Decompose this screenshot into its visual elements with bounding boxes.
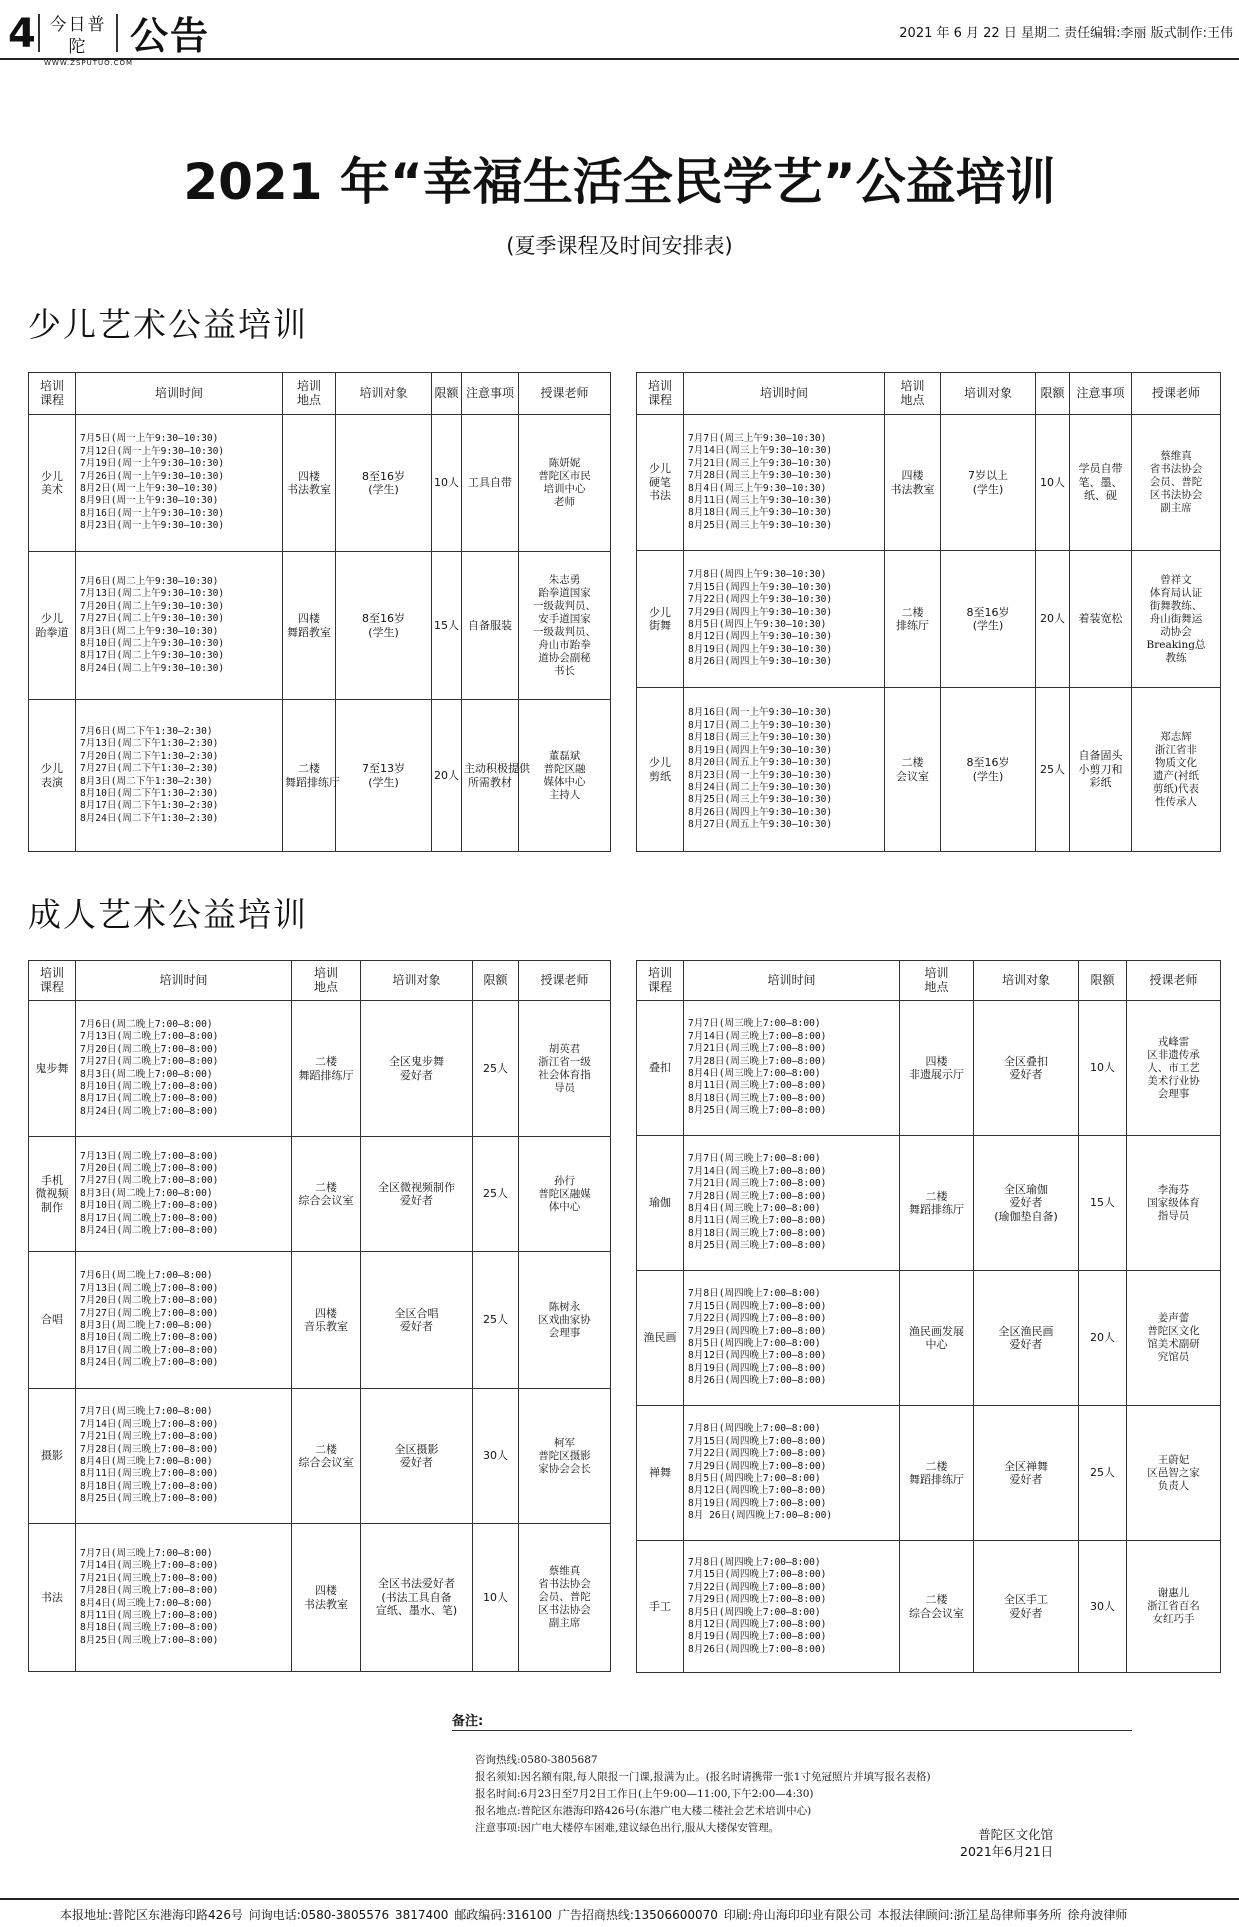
target-cell: 8至16岁 (学生) — [336, 415, 432, 552]
section-name: 公告 — [130, 14, 211, 58]
page-subtitle: (夏季课程及时间安排表) — [506, 234, 733, 258]
target-cell: 全区摄影 爱好者 — [361, 1389, 473, 1524]
table-row — [637, 415, 1221, 551]
section-title-adult: 成人艺术公益培训 — [28, 895, 308, 934]
header-time: 培训时间 — [684, 961, 900, 1001]
time-cell: 7月7日(周三上午9:30—10:30) 7月14日(周三上午9:30—10:30) 7月21日(周三上午9:30—10:30) 7月28日(周三上午9:30—10:30) 8月4日(周三上午9:30—10:30) 8月11日(周三上午9:30—10:30) 8月18日(周三上午9:30—10:30) 8月25日(周三上午9:30—10:30) — [684, 415, 885, 551]
place-cell: 四楼 书法教室 — [885, 415, 941, 551]
table-row — [29, 1252, 611, 1389]
course-cell: 手工 — [637, 1541, 684, 1673]
note-line: 注意事项:因广电大楼停车困难,建议绿色出行,服从大楼保安管理。 — [475, 1822, 780, 1834]
course-cell: 合唱 — [29, 1252, 76, 1389]
quota-cell: 30人 — [1079, 1541, 1127, 1673]
target-cell: 全区渔民画 爱好者 — [974, 1271, 1079, 1406]
time-cell: 7月6日(周二晚上7:00—8:00) 7月13日(周二晚上7:00—8:00) 7月20日(周二晚上7:00—8:00) 7月27日(周二晚上7:00—8:00) 8月3日(周二晚上7:00—8:00) 8月10日(周二晚上7:00—8:00) 8月17日(周二晚上7:00—8:00) 8月24日(周二晚上7:00—8:00) — [76, 1001, 292, 1137]
header-rule — [0, 58, 1239, 60]
notice-cell: 自备服装 — [462, 552, 519, 700]
header-time: 培训时间 — [76, 373, 283, 415]
teacher-cell: 曾祥文 体育局认证 街舞教练、 舟山街舞运 动协会 Breaking总 教练 — [1132, 551, 1221, 688]
quota-cell: 25人 — [473, 1252, 519, 1389]
teacher-cell: 李海芬 国家级体育 指导员 — [1127, 1136, 1221, 1271]
header-course: 培训 课程 — [637, 961, 684, 1001]
header-quota: 限额 — [432, 373, 462, 415]
table-row — [637, 688, 1221, 852]
place-cell: 四楼 非遗展示厅 — [900, 1001, 974, 1136]
course-cell: 摄影 — [29, 1389, 76, 1524]
table-row — [637, 1001, 1221, 1136]
teacher-cell: 胡英君 浙江省一级 社会体育指 导员 — [519, 1001, 611, 1137]
table-header-row — [637, 373, 1221, 415]
issue-meta: 2021 年 6 月 22 日 星期二 责任编辑:李丽 版式制作:王伟 — [899, 26, 1233, 41]
place-cell: 二楼 舞蹈排练厅 — [283, 700, 336, 852]
notes-rule — [452, 1730, 1132, 1731]
table-row — [637, 1406, 1221, 1541]
time-cell: 7月13日(周二晚上7:00—8:00) 7月20日(周二晚上7:00—8:00) 7月27日(周二晚上7:00—8:00) 8月3日(周二晚上7:00—8:00) 8月10日(周二晚上7:00—8:00) 8月17日(周二晚上7:00—8:00) 8月24日(周二晚上7:00—8:00) — [76, 1137, 292, 1252]
table-row — [29, 1389, 611, 1524]
course-cell: 瑜伽 — [637, 1136, 684, 1271]
header-time: 培训时间 — [684, 373, 885, 415]
target-cell: 全区叠扣 爱好者 — [974, 1001, 1079, 1136]
header-teacher: 授课老师 — [1132, 373, 1221, 415]
quota-cell: 20人 — [432, 700, 462, 852]
target-cell: 7至13岁 (学生) — [336, 700, 432, 852]
header-course: 培训 课程 — [29, 961, 76, 1001]
time-cell: 7月5日(周一上午9:30—10:30) 7月12日(周一上午9:30—10:30) 7月19日(周一上午9:30—10:30) 7月26日(周一上午9:30—10:30) 8月2日(周一上午9:30—10:30) 8月9日(周一上午9:30—10:30) 8月16日(周一上午9:30—10:30) 8月23日(周一上午9:30—10:30) — [76, 415, 283, 552]
notice-cell: 主动积极提供 所需教材 — [462, 700, 519, 852]
header-notice: 注意事项 — [1070, 373, 1132, 415]
target-cell: 全区手工 爱好者 — [974, 1541, 1079, 1673]
header-target: 培训对象 — [336, 373, 432, 415]
page-title: 2021 年“幸福生活全民学艺”公益培训 — [183, 153, 1056, 211]
place-cell: 四楼 书法教室 — [292, 1524, 361, 1672]
header-teacher: 授课老师 — [519, 961, 611, 1001]
header-place: 培训 地点 — [900, 961, 974, 1001]
teacher-cell: 王蔚妃 区邑智之家 负责人 — [1127, 1406, 1221, 1541]
place-cell: 二楼 舞蹈排练厅 — [900, 1136, 974, 1271]
target-cell: 8至16岁 (学生) — [941, 688, 1036, 852]
header-quota: 限额 — [1079, 961, 1127, 1001]
table-row — [637, 1271, 1221, 1406]
header-time: 培训时间 — [76, 961, 292, 1001]
header-teacher: 授课老师 — [519, 373, 611, 415]
time-cell: 7月7日(周三晚上7:00—8:00) 7月14日(周三晚上7:00—8:00) 7月21日(周三晚上7:00—8:00) 7月28日(周三晚上7:00—8:00) 8月4日(周三晚上7:00—8:00) 8月11日(周三晚上7:00—8:00) 8月18日(周三晚上7:00—8:00) 8月25日(周三晚上7:00—8:00) — [684, 1136, 900, 1271]
section-title-children: 少儿艺术公益培训 — [28, 305, 308, 344]
quota-cell: 25人 — [473, 1137, 519, 1252]
teacher-cell: 姜声蕾 普陀区文化 馆美术副研 究馆员 — [1127, 1271, 1221, 1406]
course-cell: 鬼步舞 — [29, 1001, 76, 1137]
teacher-cell: 陈妍妮 普陀区市民 培训中心 老师 — [519, 415, 611, 552]
course-cell: 叠扣 — [637, 1001, 684, 1136]
header-place: 培训 地点 — [292, 961, 361, 1001]
issue-date: 2021年6月21日 — [960, 1844, 1054, 1859]
time-cell: 7月6日(周二下午1:30—2:30) 7月13日(周二下午1:30—2:30) 7月20日(周二下午1:30—2:30) 7月27日(周二下午1:30—2:30) 8月3日(周二下午1:30—2:30) 8月10日(周二下午1:30—2:30) 8月17日(周二下午1:30—2:30) 8月24日(周二下午1:30—2:30) — [76, 700, 283, 852]
quota-cell: 20人 — [1036, 551, 1070, 688]
teacher-cell: 柯军 普陀区摄影 家协会会长 — [519, 1389, 611, 1524]
place-cell: 二楼 综合会议室 — [900, 1541, 974, 1673]
header-course: 培训 课程 — [637, 373, 684, 415]
quota-cell: 10人 — [1079, 1001, 1127, 1136]
quota-cell: 25人 — [1036, 688, 1070, 852]
signature-block — [960, 1826, 1053, 1860]
table-row — [29, 700, 611, 852]
table-row — [637, 551, 1221, 688]
notice-cell: 着装宽松 — [1070, 551, 1132, 688]
time-cell: 8月16日(周一上午9:30—10:30) 8月17日(周二上午9:30—10:30) 8月18日(周三上午9:30—10:30) 8月19日(周四上午9:30—10:30) 8月20日(周五上午9:30—10:30) 8月23日(周一上午9:30—10:30) 8月24日(周二上午9:30—10:30) 8月25日(周三上午9:30—10:30) 8月26日(周四上午9:30—10:30) 8月27日(周五上午9:30—10:30) — [684, 688, 885, 852]
header-place: 培训 地点 — [283, 373, 336, 415]
teacher-cell: 孙行 普陀区融媒 体中心 — [519, 1137, 611, 1252]
place-cell: 四楼 书法教室 — [283, 415, 336, 552]
time-cell: 7月8日(周四晚上7:00—8:00) 7月15日(周四晚上7:00—8:00) 7月22日(周四晚上7:00—8:00) 7月29日(周四晚上7:00—8:00) 8月5日(周四晚上7:00—8:00) 8月12日(周四晚上7:00—8:00) 8月19日(周四晚上7:00—8:00) 8月26日(周四晚上7:00—8:00) — [684, 1541, 900, 1673]
teacher-cell: 戎峰雷 区非遗传承 人、市工艺 美术行业协 会理事 — [1127, 1001, 1221, 1136]
logo-text: 今日普陀 — [49, 15, 107, 57]
course-cell: 少儿 美术 — [29, 415, 76, 552]
table-header-row — [637, 961, 1221, 1001]
course-cell: 少儿 跆拳道 — [29, 552, 76, 700]
note-line: 报名时间:6月23日至7月2日工作日(上午9:00—11:00,下午2:00—4:30) — [475, 1788, 814, 1800]
place-cell: 二楼 排练厅 — [885, 551, 941, 688]
teacher-cell: 蔡维真 省书法协会 会员、普陀 区书法协会 副主席 — [519, 1524, 611, 1672]
header-target: 培训对象 — [361, 961, 473, 1001]
target-cell: 全区鬼步舞 爱好者 — [361, 1001, 473, 1137]
notice-cell: 工具自带 — [462, 415, 519, 552]
teacher-cell: 蔡维真 省书法协会 会员、普陀 区书法协会 副主席 — [1132, 415, 1221, 551]
header-quota: 限额 — [473, 961, 519, 1001]
newspaper-logo — [38, 14, 134, 67]
footer-rule — [0, 1898, 1239, 1900]
quota-cell: 15人 — [432, 552, 462, 700]
time-cell: 7月6日(周二上午9:30—10:30) 7月13日(周二上午9:30—10:30) 7月20日(周二上午9:30—10:30) 7月27日(周二上午9:30—10:30) 8月3日(周二上午9:30—10:30) 8月10日(周二上午9:30—10:30) 8月17日(周二上午9:30—10:30) 8月24日(周二上午9:30—10:30) — [76, 552, 283, 700]
time-cell: 7月7日(周三晚上7:00—8:00) 7月14日(周三晚上7:00—8:00) 7月21日(周三晚上7:00—8:00) 7月28日(周三晚上7:00—8:00) 8月4日(周三晚上7:00—8:00) 8月11日(周三晚上7:00—8:00) 8月18日(周三晚上7:00—8:00) 8月25日(周三晚上7:00—8:00) — [76, 1524, 292, 1672]
note-line: 咨询热线:0580-3805687 — [475, 1754, 598, 1766]
children-schedule-table-left — [28, 372, 611, 852]
target-cell: 7岁以上 (学生) — [941, 415, 1036, 551]
time-cell: 7月8日(周四晚上7:00—8:00) 7月15日(周四晚上7:00—8:00) 7月22日(周四晚上7:00—8:00) 7月29日(周四晚上7:00—8:00) 8月5日(周四晚上7:00—8:00) 8月12日(周四晚上7:00—8:00) 8月19日(周四晚上7:00—8:00) 8月26日(周四晚上7:00—8:00) — [684, 1271, 900, 1406]
table-row — [29, 1001, 611, 1137]
place-cell: 渔民画发展 中心 — [900, 1271, 974, 1406]
course-cell: 禅舞 — [637, 1406, 684, 1541]
time-cell: 7月8日(周四晚上7:00—8:00) 7月15日(周四晚上7:00—8:00) 7月22日(周四晚上7:00—8:00) 7月29日(周四晚上7:00—8:00) 8月5日(周四晚上7:00—8:00) 8月12日(周四晚上7:00—8:00) 8月19日(周四晚上7:00—8:00) 8月 26日(周四晚上7:00—8:00) — [684, 1406, 900, 1541]
target-cell: 8至16岁 (学生) — [941, 551, 1036, 688]
place-cell: 二楼 会议室 — [885, 688, 941, 852]
quota-cell: 20人 — [1079, 1271, 1127, 1406]
table-row — [637, 1136, 1221, 1271]
place-cell: 二楼 综合会议室 — [292, 1137, 361, 1252]
adult-schedule-table-right — [636, 960, 1221, 1673]
course-cell: 少儿 剪纸 — [637, 688, 684, 852]
notice-cell: 学员自带 笔、墨、 纸、砚 — [1070, 415, 1132, 551]
quota-cell: 10人 — [473, 1524, 519, 1672]
children-schedule-table-right — [636, 372, 1221, 852]
target-cell: 全区微视频制作 爱好者 — [361, 1137, 473, 1252]
adult-schedule-table-left — [28, 960, 611, 1672]
table-header-row — [29, 961, 611, 1001]
footer-info: 本报地址:普陀区东港海印路426号 问询电话:0580-3805576 3817400 邮政编码:316100 广告招商热线:13506600070 印刷:舟山海印印业有限公司 本报法律顾问:浙江星岛律师事务所 徐舟波律师 — [60, 1908, 1128, 1922]
header-quota: 限额 — [1036, 373, 1070, 415]
table-row — [29, 1524, 611, 1672]
note-line: 报名须知:因名额有限,每人限报一门课,报满为止。(报名时请携带一张1寸免冠照片并填写报名表格) — [475, 1771, 931, 1783]
table-row — [29, 552, 611, 700]
teacher-cell: 朱志勇 跆拳道国家 一级裁判员、 安手道国家 一级裁判员、 舟山市跆拳 道协会副秘 书长 — [519, 552, 611, 700]
page-header — [0, 0, 1239, 67]
teacher-cell: 陈树永 区戏曲家协 会理事 — [519, 1252, 611, 1389]
header-place: 培训 地点 — [885, 373, 941, 415]
course-cell: 少儿 表演 — [29, 700, 76, 852]
target-cell: 全区合唱 爱好者 — [361, 1252, 473, 1389]
course-cell: 渔民画 — [637, 1271, 684, 1406]
issuer-name: 普陀区文化馆 — [978, 1827, 1054, 1842]
course-cell: 手机 微视频 制作 — [29, 1137, 76, 1252]
teacher-cell: 郑志辉 浙江省非 物质文化 遗产(衬纸 剪纸)代表 性传承人 — [1132, 688, 1221, 852]
course-cell: 少儿 硬笔 书法 — [637, 415, 684, 551]
header-target: 培训对象 — [974, 961, 1079, 1001]
time-cell: 7月6日(周二晚上7:00—8:00) 7月13日(周二晚上7:00—8:00) 7月20日(周二晚上7:00—8:00) 7月27日(周二晚上7:00—8:00) 8月3日(周二晚上7:00—8:00) 8月10日(周二晚上7:00—8:00) 8月17日(周二晚上7:00—8:00) 8月24日(周二晚上7:00—8:00) — [76, 1252, 292, 1389]
page-number: 4 — [8, 11, 36, 57]
quota-cell: 15人 — [1079, 1136, 1127, 1271]
time-cell: 7月7日(周三晚上7:00—8:00) 7月14日(周三晚上7:00—8:00) 7月21日(周三晚上7:00—8:00) 7月28日(周三晚上7:00—8:00) 8月4日(周三晚上7:00—8:00) 8月11日(周三晚上7:00—8:00) 8月18日(周三晚上7:00—8:00) 8月25日(周三晚上7:00—8:00) — [76, 1389, 292, 1524]
logo-url: WWW.ZSPUTUO.COM — [44, 59, 134, 67]
table-row — [29, 415, 611, 552]
header-target: 培训对象 — [941, 373, 1036, 415]
quota-cell: 30人 — [473, 1389, 519, 1524]
header-notice: 注意事项 — [462, 373, 519, 415]
header-course: 培训 课程 — [29, 373, 76, 415]
target-cell: 全区禅舞 爱好者 — [974, 1406, 1079, 1541]
note-line: 报名地点:普陀区东港海印路426号(东港广电大楼二楼社会艺术培训中心) — [475, 1805, 812, 1817]
place-cell: 二楼 舞蹈排练厅 — [292, 1001, 361, 1137]
notice-cell: 自备固头 小剪刀和 彩纸 — [1070, 688, 1132, 852]
course-cell: 少儿 街舞 — [637, 551, 684, 688]
notes-label: 备注: — [452, 1714, 484, 1729]
place-cell: 二楼 舞蹈排练厅 — [900, 1406, 974, 1541]
place-cell: 四楼 音乐教室 — [292, 1252, 361, 1389]
table-row — [637, 1541, 1221, 1673]
target-cell: 全区书法爱好者 (书法工具自备 宣纸、墨水、笔) — [361, 1524, 473, 1672]
quota-cell: 10人 — [1036, 415, 1070, 551]
teacher-cell: 谢惠儿 浙江省百名 女红巧手 — [1127, 1541, 1221, 1673]
time-cell: 7月8日(周四上午9:30—10:30) 7月15日(周四上午9:30—10:30) 7月22日(周四上午9:30—10:30) 7月29日(周四上午9:30—10:30) 8月5日(周四上午9:30—10:30) 8月12日(周四上午9:30—10:30) 8月19日(周四上午9:30—10:30) 8月26日(周四上午9:30—10:30) — [684, 551, 885, 688]
time-cell: 7月7日(周三晚上7:00—8:00) 7月14日(周三晚上7:00—8:00) 7月21日(周三晚上7:00—8:00) 7月28日(周三晚上7:00—8:00) 8月4日(周三晚上7:00—8:00) 8月11日(周三晚上7:00—8:00) 8月18日(周三晚上7:00—8:00) 8月25日(周三晚上7:00—8:00) — [684, 1001, 900, 1136]
notes-block — [475, 1752, 931, 1837]
quota-cell: 25人 — [1079, 1406, 1127, 1541]
header-teacher: 授课老师 — [1127, 961, 1221, 1001]
place-cell: 二楼 综合会议室 — [292, 1389, 361, 1524]
teacher-cell: 董磊斌 普陀区融 媒体中心 主持人 — [519, 700, 611, 852]
target-cell: 全区瑜伽 爱好者 (瑜伽垫自备) — [974, 1136, 1079, 1271]
quota-cell: 25人 — [473, 1001, 519, 1137]
place-cell: 四楼 舞蹈教室 — [283, 552, 336, 700]
target-cell: 8至16岁 (学生) — [336, 552, 432, 700]
table-row — [29, 1137, 611, 1252]
course-cell: 书法 — [29, 1524, 76, 1672]
quota-cell: 10人 — [432, 415, 462, 552]
table-header-row — [29, 373, 611, 415]
